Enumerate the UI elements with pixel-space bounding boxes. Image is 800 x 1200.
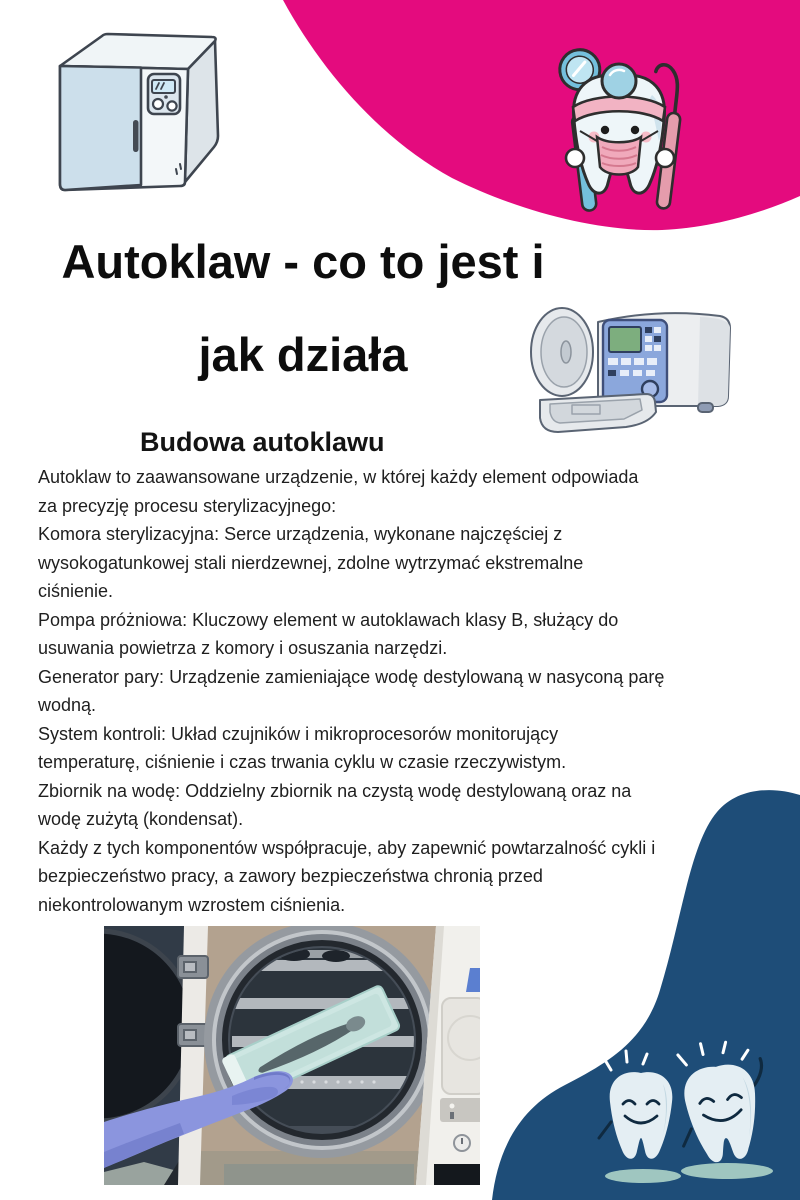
body-text-line: Generator pary: Urządzenie zamieniające wodę destylowaną w nasyconą parę xyxy=(38,666,665,687)
closed-autoclave-illustration xyxy=(38,24,243,196)
body-text-line: Zbiornik na wodę: Oddzielny zbiornik na czystą wodę destylowaną oraz na xyxy=(38,780,632,801)
body-text-line: temperaturę, ciśnienie i czas trwania cyklu w czasie rzeczywistym. xyxy=(38,752,567,772)
body-text-line: wysokogatunkowej stali nierdzewnej, zdolne wytrzymać ekstremalne xyxy=(38,552,584,573)
autoclave-chamber-loading-photo xyxy=(104,926,480,1185)
body-text-line: Komora sterylizacyjna: Serce urządzenia, wykonane najczęściej z xyxy=(38,524,563,544)
happy-tooth-right xyxy=(670,1040,774,1166)
page-title-line1: Autoklaw - co to jest i xyxy=(61,235,545,288)
happy-tooth-left xyxy=(599,1051,672,1159)
body-text-line: Każdy z tych komponentów współpracuje, aby zapewnić powtarzalność cykli i xyxy=(38,837,656,858)
body-text-line: ciśnienie. xyxy=(38,581,114,601)
body-text-line: bezpieczeństwo pracy, a zawory bezpieczeństwa chronią przed xyxy=(38,866,543,886)
body-text-line: Pompa próżniowa: Kluczowy element w autoklawach klasy B, służący do xyxy=(38,609,619,630)
two-happy-teeth-illustration xyxy=(585,1040,785,1190)
body-text-block xyxy=(38,463,718,919)
body-text-line: niekontrolowanym wzrostem ciśnienia. xyxy=(38,894,346,915)
body-text-line: wodną. xyxy=(38,695,97,715)
body-text-line: usuwania powietrza z komory i osuszania narzędzi. xyxy=(38,638,448,658)
body-text-line: System kontroli: Układ czujników i mikroprocesorów monitorujący xyxy=(38,723,559,744)
open-lid-autoclave-illustration xyxy=(528,300,738,435)
body-text-line: Autoklaw to zaawansowane urządzenie, w której każdy element odpowiada xyxy=(38,467,639,487)
tooth-with-dental-tools-illustration xyxy=(512,25,727,220)
body-text-line: za precyzję procesu sterylizacyjnego: xyxy=(38,495,337,516)
page-title-line2: jak działa xyxy=(198,328,408,381)
body-text-line: wodę zużytą (kondensat). xyxy=(38,809,244,829)
section-heading: Budowa autoklawu xyxy=(140,427,385,457)
